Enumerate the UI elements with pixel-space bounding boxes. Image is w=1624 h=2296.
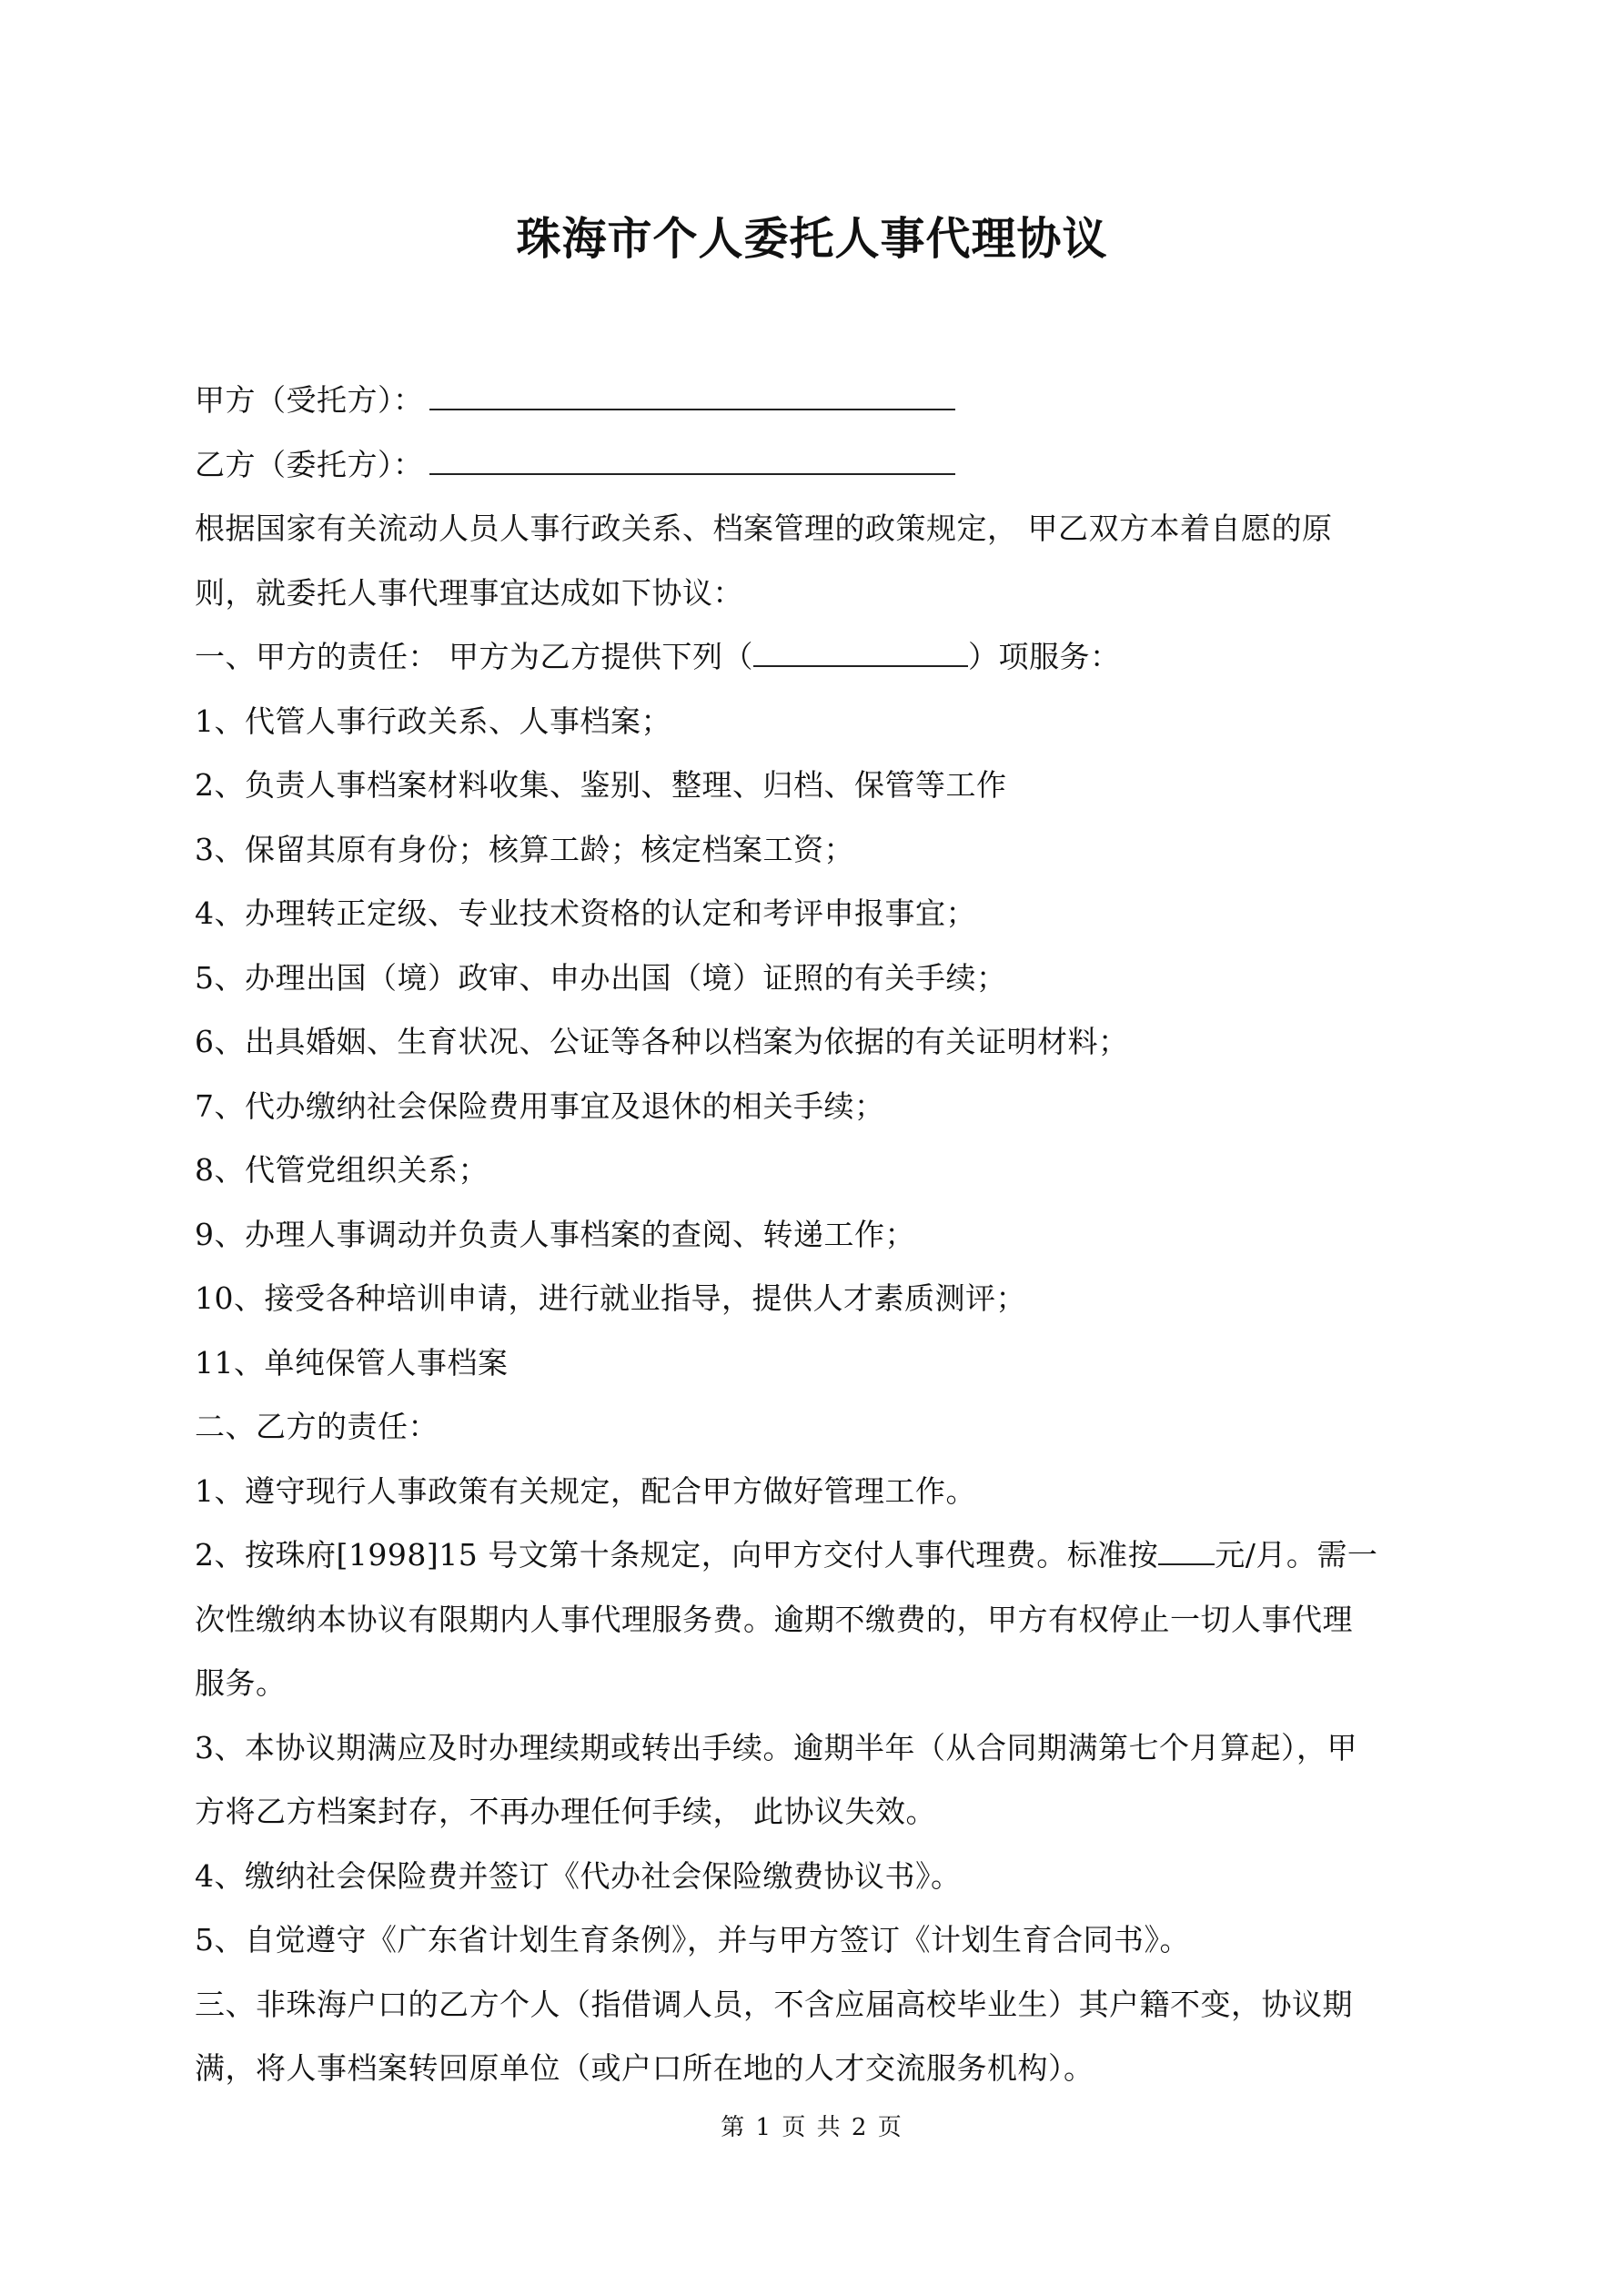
document-title: 珠海市个人委托人事代理协议	[516, 213, 1108, 265]
service-item: 8、代管党组织关系；	[195, 1152, 489, 1188]
service-item: 5、办理出国（境）政审、申办出国（境）证照的有关手续；	[195, 959, 1007, 996]
party-a-label: 甲方（受托方）：	[195, 382, 424, 418]
section-3-line: 满，将人事档案转回原单位（或户口所在地的人才交流服务机构）。	[195, 2050, 1094, 2086]
fee-clause-prefix: 2、按珠府[1998]15 号文第十条规定，向甲方交付人事代理费。标准按	[195, 1537, 1159, 1573]
fee-amount-blank	[1158, 1536, 1215, 1565]
section-2-item-continued: 次性缴纳本协议有限期内人事代理服务费。逾期不缴费的，甲方有权停止一切人事代理	[195, 1601, 1353, 1637]
service-item: 3、保留其原有身份；核算工龄；核定档案工资；	[195, 831, 854, 867]
party-b-label: 乙方（委托方）：	[195, 446, 424, 482]
preamble-line: 则，就委托人事代理事宜达成如下协议：	[195, 574, 743, 611]
party-b-line	[195, 445, 1441, 484]
section-2-item: 1、遵守现行人事政策有关规定，配合甲方做好管理工作。	[195, 1472, 976, 1509]
service-item: 1、代管人事行政关系、人事档案；	[195, 703, 671, 739]
section-1-suffix: ）项服务：	[968, 639, 1121, 674]
section-2-heading: 二、乙方的责任：	[195, 1409, 439, 1444]
party-b-blank	[429, 446, 955, 475]
preamble-line: 根据国家有关流动人员人事行政关系、档案管理的政策规定， 甲乙双方本着自愿的原	[195, 511, 1333, 546]
service-item: 6、出具婚姻、生育状况、公证等各种以档案为依据的有关证明材料；	[195, 1024, 1129, 1059]
service-item: 7、代办缴纳社会保险费用事宜及退休的相关手续；	[195, 1087, 885, 1124]
section-3-line: 三、非珠海户口的乙方个人（指借调人员，不含应届高校毕业生）其户籍不变，协议期	[195, 1986, 1353, 2022]
service-item: 9、办理人事调动并负责人事档案的查阅、转递工作；	[195, 1216, 915, 1252]
section-1-heading	[195, 637, 1441, 676]
service-item: 2、负责人事档案材料收集、鉴别、整理、归档、保管等工作	[195, 767, 1007, 803]
party-a-line	[195, 380, 1441, 420]
service-item: 11、单纯保管人事档案	[195, 1344, 509, 1381]
fee-clause-suffix: 元/月。需一	[1215, 1537, 1378, 1573]
agreement-body	[195, 380, 1441, 2113]
page-number: 第 1 页 共 2 页	[721, 2114, 903, 2141]
service-item: 10、接受各种培训申请，进行就业指导，提供人才素质测评；	[195, 1280, 1026, 1316]
section-2-item: 5、自觉遵守《广东省计划生育条例》，并与甲方签订《计划生育合同书》。	[195, 1922, 1190, 1957]
party-a-blank	[429, 381, 955, 410]
service-items-blank	[753, 638, 968, 667]
section-2-item-continued: 服务。	[195, 1665, 287, 1701]
section-2-item: 4、缴纳社会保险费并签订《代办社会保险缴费协议书》。	[195, 1857, 962, 1894]
section-2-item-fee	[195, 1535, 1441, 1574]
service-item: 4、办理转正定级、专业技术资格的认定和考评申报事宜；	[195, 895, 976, 931]
section-2-item: 3、本协议期满应及时办理续期或转出手续。逾期半年（从合同期满第七个月算起），甲	[195, 1729, 1357, 1765]
section-2-item-continued: 方将乙方档案封存，不再办理任何手续， 此协议失效。	[195, 1794, 936, 1829]
section-1-prefix: 一、甲方的责任： 甲方为乙方提供下列（	[195, 639, 753, 674]
